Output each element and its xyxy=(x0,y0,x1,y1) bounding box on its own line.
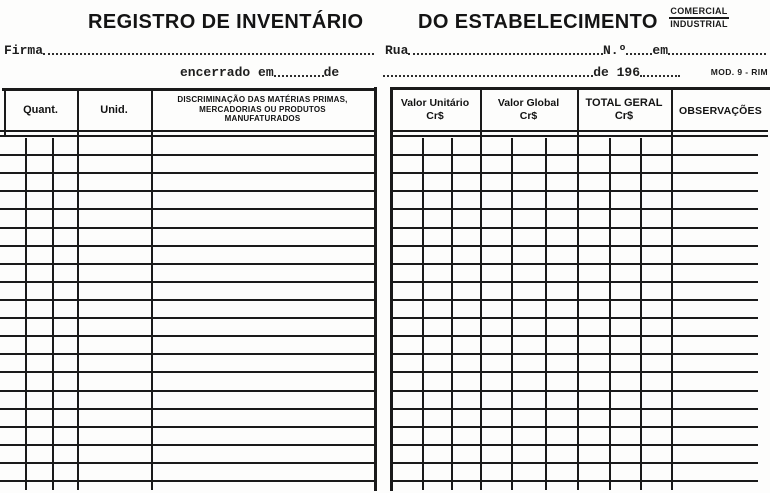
column-header-valor-global xyxy=(480,97,577,123)
column-divider-line xyxy=(52,138,54,490)
table-row xyxy=(0,355,374,373)
total-geral-label: TOTAL GERAL xyxy=(585,97,663,109)
valor-unitario-currency: Cr$ xyxy=(426,110,444,122)
table-row xyxy=(390,373,758,391)
column-divider-line xyxy=(374,87,377,491)
table-row xyxy=(390,156,758,174)
valor-global-currency: Cr$ xyxy=(519,110,538,122)
column-divider-line xyxy=(480,90,482,490)
table-body-left-page xyxy=(0,138,374,482)
table-row xyxy=(0,373,374,391)
firma-fill-line xyxy=(43,52,374,55)
table-row xyxy=(390,138,758,156)
numero-fill-line xyxy=(626,52,652,55)
rua-fill-line xyxy=(408,52,603,55)
badge-industrial: INDUSTRIAL xyxy=(670,19,728,29)
column-header-total-geral xyxy=(577,97,671,123)
column-divider-line xyxy=(151,90,153,490)
discriminacao-line-2: MERCADORIAS OU PRODUTOS xyxy=(199,104,326,114)
horizontal-rule xyxy=(2,88,374,91)
table-row xyxy=(0,301,374,319)
rua-field xyxy=(385,42,766,57)
form-title-right: DO ESTABELECIMENTO xyxy=(418,11,658,33)
em-fill-line xyxy=(668,52,766,55)
table-row xyxy=(390,392,758,410)
ano-field xyxy=(383,64,680,79)
table-row xyxy=(0,446,374,464)
table-row xyxy=(390,210,758,228)
table-row xyxy=(390,464,758,482)
em-label: em xyxy=(652,43,668,58)
column-header-valor-unitario xyxy=(390,97,480,123)
table-row xyxy=(0,229,374,247)
firma-field xyxy=(4,42,374,57)
de-ano-label: de 196 xyxy=(593,65,640,80)
table-row xyxy=(390,265,758,283)
column-divider-line xyxy=(511,138,513,490)
table-row xyxy=(390,355,758,373)
column-divider-line xyxy=(77,90,79,490)
table-row xyxy=(0,156,374,174)
horizontal-rule xyxy=(390,135,768,137)
ano-fill-line-2 xyxy=(640,74,680,77)
table-row xyxy=(0,428,374,446)
badge-comercial: COMERCIAL xyxy=(669,6,729,19)
rua-label: Rua xyxy=(385,43,409,58)
table-row xyxy=(390,337,758,355)
column-header-quant: Quant. xyxy=(23,104,58,116)
table-body-right-page xyxy=(390,138,758,482)
table-row xyxy=(390,446,758,464)
table-row xyxy=(0,283,374,301)
column-divider-line xyxy=(577,90,579,490)
column-divider-line xyxy=(422,138,424,490)
table-row xyxy=(0,265,374,283)
table-row xyxy=(0,174,374,192)
discriminacao-line-1: DISCRIMINAÇÃO DAS MATÉRIAS PRIMAS, xyxy=(177,95,348,104)
encerrado-field xyxy=(180,64,352,79)
ano-fill-line xyxy=(383,74,593,77)
total-geral-currency: Cr$ xyxy=(614,110,634,122)
table-row xyxy=(390,229,758,247)
column-header-unid: Unid. xyxy=(100,104,128,116)
horizontal-rule xyxy=(390,130,768,132)
table-row xyxy=(390,247,758,265)
table-row xyxy=(0,247,374,265)
de-label: de xyxy=(323,65,340,80)
encerrado-label: encerrado em xyxy=(180,65,274,80)
form-title-left: REGISTRO DE INVENTÁRIO xyxy=(88,11,364,33)
valor-global-label: Valor Global xyxy=(497,97,560,109)
column-header-discriminacao xyxy=(153,95,372,124)
column-divider-line xyxy=(671,90,673,490)
column-divider-line xyxy=(545,138,547,490)
column-divider-line xyxy=(609,138,611,490)
table-row xyxy=(390,301,758,319)
horizontal-rule xyxy=(0,130,374,132)
horizontal-rule xyxy=(0,135,374,137)
table-row xyxy=(390,174,758,192)
table-row xyxy=(390,319,758,337)
table-row xyxy=(390,428,758,446)
table-row xyxy=(0,192,374,210)
valor-unitario-label: Valor Unitário xyxy=(400,97,470,109)
discriminacao-line-3: MANUFATURADOS xyxy=(224,114,301,123)
table-row xyxy=(0,410,374,428)
horizontal-rule xyxy=(390,87,770,90)
table-row xyxy=(390,192,758,210)
column-divider-line xyxy=(25,138,27,490)
table-row xyxy=(0,319,374,337)
firma-label: Firma xyxy=(4,43,44,58)
column-divider-line xyxy=(451,138,453,490)
column-divider-line xyxy=(640,138,642,490)
table-row xyxy=(0,337,374,355)
numero-label: N.º xyxy=(602,43,627,58)
table-row xyxy=(0,464,374,482)
encerrado-fill-line xyxy=(274,74,324,77)
table-row xyxy=(390,283,758,301)
table-row xyxy=(390,410,758,428)
model-number-label: MOD. 9 - RIM xyxy=(710,67,768,77)
table-row xyxy=(0,392,374,410)
table-row xyxy=(0,210,374,228)
establishment-type-badge xyxy=(669,6,729,30)
table-row xyxy=(0,138,374,156)
column-header-observacoes: OBSERVAÇÕES xyxy=(679,105,762,117)
column-divider-line xyxy=(390,87,393,491)
